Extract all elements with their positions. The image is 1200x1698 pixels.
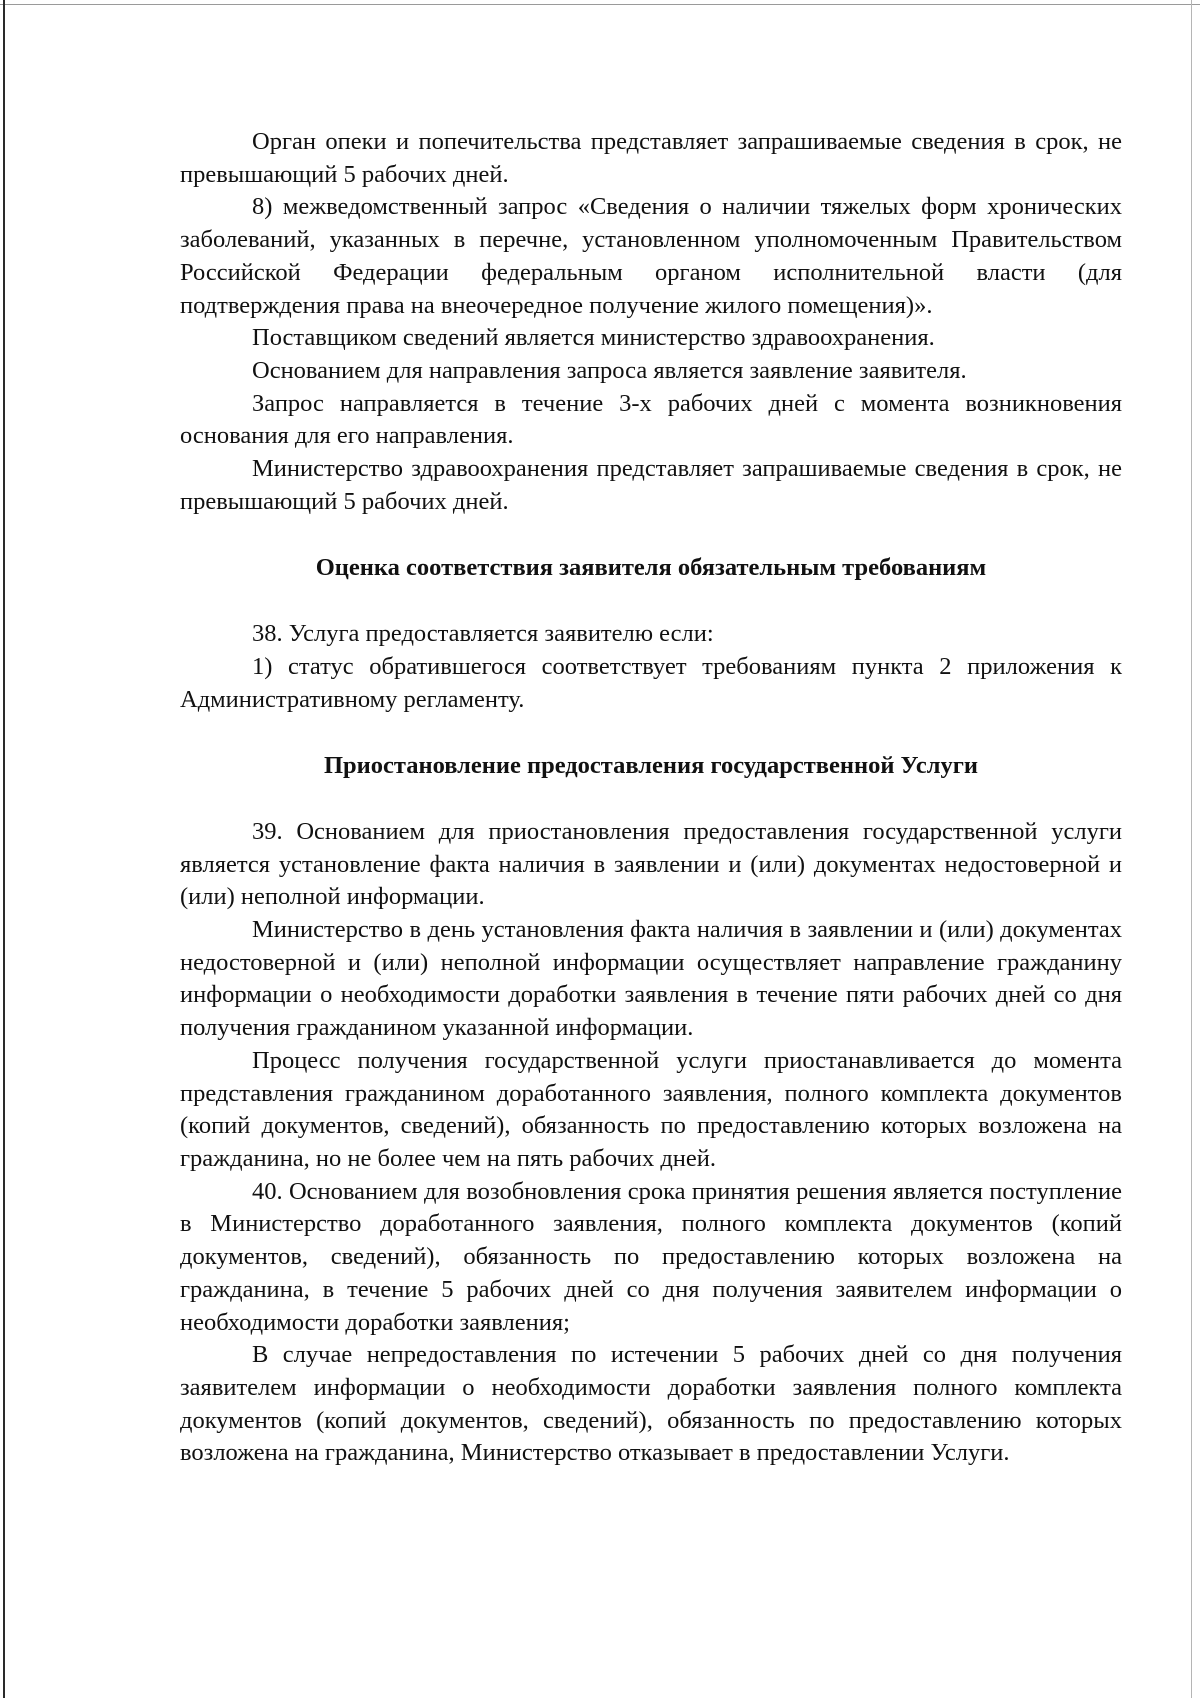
section-heading: Приостановление предоставления государственной Услуги — [323, 752, 979, 780]
scan-edge-top — [0, 4, 1200, 5]
paragraph: Министерство здравоохранения представляет запрашиваемые сведения в срок, не превышающий 5 рабочих дней. — [180, 455, 1122, 515]
spacer — [180, 783, 1122, 816]
paragraph: 40. Основанием для возобновления срока принятия решения является поступление в Министерство доработанного заявления, полного комплекта документов (копий документов, сведений), обязанность по предоставлению которых возложена на гражданина, в течение 5 рабочих дней со дня получения заявителем информации о необходимости доработки заявления; — [180, 1177, 1122, 1336]
paragraph: 8) межведомственный запрос «Сведения о наличии тяжелых форм хронических заболеваний, указанных в перечне, установленном уполномоченным Правительством Российской Федерации федеральным органом исполнительной власти (для подтверждения права на внеочередное получение жилого помещения)». — [180, 193, 1122, 319]
spacer — [180, 518, 1122, 552]
paragraph: 39. Основанием для приостановления предоставления государственной услуги является установление факта наличия в заявлении и (или) документах недостоверной и (или) неполной информации. — [180, 817, 1122, 911]
paragraph: Запрос направляется в течение 3-х рабочих дней с момента возникновения основания для его направления. — [180, 389, 1122, 450]
paragraph: Процесс получения государственной услуги приостанавливается до момента представления гражданином доработанного заявления, полного комплекта документов (копий документов, сведений), обязанность по предоставлению которых возложена на гражданина, но не более чем на пять рабочих дней. — [180, 1046, 1122, 1172]
scan-edge-left — [3, 0, 5, 1698]
paragraph: Поставщиком сведений является министерство здравоохранения. — [252, 324, 935, 352]
paragraph: Орган опеки и попечительства представляет запрашиваемые сведения в срок, не превышающий 5 рабочих дней. — [180, 128, 1122, 188]
paragraph: В случае непредоставления по истечении 5 рабочих дней со дня получения заявителем информации о необходимости доработки заявления полного комплекта документов (копий документов, сведений), обязанность по предоставлению которых возложена на гражданина, Министерство отказывает в предоставлении Услуги. — [180, 1341, 1122, 1467]
scan-edge-right — [1191, 0, 1192, 1698]
paragraph: Министерство в день установления факта наличия в заявлении и (или) документах недостоверной и (или) неполной информации осуществляет направление гражданину информации о необходимости доработки заявления в течение пяти рабочих дней со дня получения гражданином указанной информации. — [180, 916, 1122, 1042]
paragraph: Основанием для направления запроса является заявление заявителя. — [252, 356, 967, 384]
paragraph: 1) статус обратившегося соответствует требованиям пункта 2 приложения к Административному регламенту. — [180, 652, 1122, 713]
spacer — [180, 716, 1122, 750]
section-heading: Оценка соответствия заявителя обязательным требованиям — [315, 554, 987, 582]
spacer — [180, 585, 1122, 618]
paragraph: 38. Услуга предоставляется заявителю если: — [252, 620, 714, 648]
document-body — [180, 126, 1122, 1470]
